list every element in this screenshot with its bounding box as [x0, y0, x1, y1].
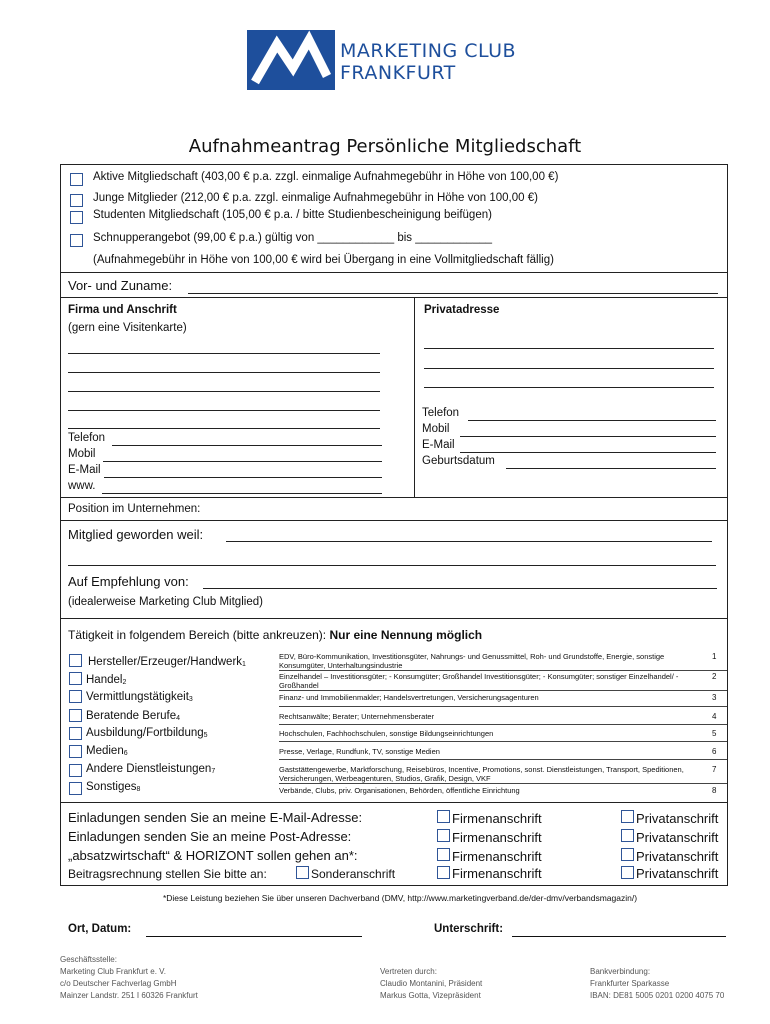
- activity-category-6: Presse, Verlage, Rundfunk, TV, sonstige Medien: [279, 747, 440, 756]
- activity-option-1: [88, 656, 246, 668]
- delivery-post-private-label: Privatanschrift: [636, 830, 719, 845]
- delivery-magazine-company-checkbox[interactable]: [437, 848, 450, 861]
- activity-checkbox-2[interactable]: [69, 672, 82, 685]
- activity-heading: [68, 628, 482, 642]
- company-address-line-5[interactable]: [68, 428, 380, 429]
- activity-heading-bold: Nur eine Nennung möglich: [329, 628, 483, 642]
- delivery-post-company-label: Firmenanschrift: [452, 830, 542, 845]
- private-geburtsdatum-label: Geburtsdatum: [422, 455, 495, 467]
- company-email-label: E-Mail: [68, 464, 101, 476]
- delivery-email-private-label: Privatanschrift: [636, 811, 719, 826]
- activity-category-1: EDV, Büro-Kommunikation, Investitionsgüter, Nahrungs- und Genussmittel, Roh- und Grundstoffe, Energie, sonstige Konsumgüter, Unterhaltungsindustrie: [279, 652, 665, 670]
- footer-office-line: Geschäftsstelle:: [60, 955, 117, 964]
- column-divider: [414, 297, 415, 497]
- footer-represented: [380, 966, 482, 1002]
- divider: [60, 618, 728, 619]
- activity-option-sub: 3: [188, 696, 193, 703]
- membership-option-junior: Junge Mitglieder (212,00 € p.a. zzgl. einmalige Aufnahmegebühr in Höhe von 100,00 €): [93, 192, 538, 204]
- joined-input-line-1[interactable]: [226, 541, 712, 542]
- company-address-line-2[interactable]: [68, 372, 380, 373]
- activity-category-num-1: 1: [712, 652, 717, 661]
- position-label: Position im Unternehmen:: [68, 503, 201, 515]
- referral-hint: (idealerweise Marketing Club Mitglied): [68, 596, 263, 608]
- delivery-magazine-label: „absatzwirtschaft“ & HORIZONT sollen gehen an*:: [68, 848, 358, 863]
- signature-text: Unterschrift: [434, 923, 500, 935]
- activity-category-5: Hochschulen, Fachhochschulen, sonstige Bildungseinrichtungen: [279, 729, 494, 738]
- activity-category-7: Gaststättengewerbe, Marktforschung, Reisebüros, Incentive, Promotions, sonst. Dienstleistungen, Transport, Speditionen, Versicherungen, Werbeagenturen, Studios, Grafik, Design, VKF: [279, 765, 684, 783]
- logo-line-2: FRANKFURT: [340, 62, 456, 84]
- private-address-line-3[interactable]: [424, 387, 714, 388]
- membership-option-student: Studenten Mitgliedschaft (105,00 € p.a. / bitte Studienbescheinigung beifügen): [93, 209, 492, 221]
- membership-option-trial: Schnupperangebot (99,00 € p.a.) gültig von ____________ bis ____________: [93, 232, 493, 244]
- activity-option-sub: 7: [211, 768, 216, 775]
- activity-option-3: [86, 691, 193, 703]
- footnote: *Diese Leistung beziehen Sie über unseren Dachverband (DMV, http://www.marketingverband.de/der-dmv/verbandsmagazin/): [162, 893, 638, 903]
- activity-option-sub: 5: [203, 732, 208, 739]
- membership-checkbox-student[interactable]: [70, 211, 83, 224]
- activity-option-7: [86, 763, 215, 775]
- membership-option-active: Aktive Mitgliedschaft (403,00 € p.a. zzgl. einmalige Aufnahmegebühr in Höhe von 100,00 €): [93, 171, 559, 183]
- signature-input[interactable]: [512, 936, 726, 937]
- footer-office-line: Marketing Club Frankfurt e. V.: [60, 967, 166, 976]
- private-heading: Privatadresse: [424, 304, 500, 316]
- activity-category-num-8: 8: [712, 786, 717, 795]
- private-email-label: E-Mail: [422, 439, 455, 451]
- activity-category-num-6: 6: [712, 747, 717, 756]
- footer-office: [60, 954, 198, 1002]
- delivery-post-private-checkbox[interactable]: [621, 829, 634, 842]
- activity-option-label: Vermittlungstätigkeit: [86, 691, 189, 703]
- company-telefon-input[interactable]: [112, 445, 382, 446]
- category-divider: [279, 706, 727, 707]
- delivery-invoice-special-label: Sonderanschrift: [311, 867, 396, 881]
- activity-category-4: Rechtsanwälte; Berater; Unternehmensberater: [279, 712, 435, 721]
- activity-option-label: Beratende Berufe: [86, 710, 177, 722]
- footer-bank-line: IBAN: DE81 5005 0201 0200 4075 70: [590, 991, 725, 1000]
- delivery-magazine-private-label: Privatanschrift: [636, 849, 719, 864]
- company-address-line-3[interactable]: [68, 391, 380, 392]
- footer-bank-line: Frankfurter Sparkasse: [590, 979, 670, 988]
- category-divider: [279, 783, 727, 784]
- company-heading: Firma und Anschrift: [68, 304, 177, 316]
- footer-represented-line: Markus Gotta, Vizepräsident: [380, 991, 481, 1000]
- company-www-label: www.: [68, 480, 96, 492]
- activity-category-num-2: 2: [712, 672, 717, 681]
- activity-category-num-5: 5: [712, 729, 717, 738]
- footer-bank-line: Bankverbindung:: [590, 967, 651, 976]
- activity-option-sub: 8: [136, 786, 141, 793]
- logo-line-1: MARKETING CLUB: [340, 40, 517, 62]
- activity-option-label: Andere Dienstleistungen: [86, 763, 212, 775]
- delivery-invoice-private-checkbox[interactable]: [621, 866, 634, 879]
- signature-label: Unterschrift:: [434, 923, 504, 935]
- activity-option-8: [86, 781, 140, 793]
- delivery-email-label: Einladungen senden Sie an meine E-Mail-Adresse:: [68, 810, 363, 825]
- activity-option-2: [86, 674, 126, 686]
- footer-bank: [590, 966, 724, 1002]
- name-label: Vor- und Zuname:: [68, 278, 173, 293]
- joined-label: Mitglied geworden weil:: [68, 527, 204, 542]
- logo-text: [340, 40, 516, 84]
- place-date-input[interactable]: [146, 936, 362, 937]
- divider: [60, 272, 728, 273]
- private-mobil-input[interactable]: [460, 436, 716, 437]
- company-email-input[interactable]: [104, 477, 382, 478]
- footer-office-line: Mainzer Landstr. 251 I 60326 Frankfurt: [60, 991, 198, 1000]
- activity-option-label: Handel: [86, 674, 123, 686]
- private-telefon-input[interactable]: [468, 420, 716, 421]
- activity-option-4: [86, 710, 180, 722]
- delivery-post-company-checkbox[interactable]: [437, 829, 450, 842]
- footer-represented-line: Claudio Montanini, Präsident: [380, 979, 483, 988]
- delivery-magazine-company-label: Firmenanschrift: [452, 849, 542, 864]
- membership-note: (Aufnahmegebühr in Höhe von 100,00 € wird bei Übergang in eine Vollmitgliedschaft fällig): [93, 254, 554, 266]
- membership-checkbox-trial[interactable]: [70, 234, 83, 247]
- delivery-magazine-private-checkbox[interactable]: [621, 848, 634, 861]
- activity-option-5: [86, 727, 208, 739]
- activity-option-label: Hersteller/Erzeuger/Handwerk: [88, 656, 243, 668]
- company-telefon-label: Telefon: [68, 432, 106, 444]
- page-title: Aufnahmeantrag Persönliche Mitgliedschaft: [188, 136, 582, 157]
- delivery-post-label: Einladungen senden Sie an meine Post-Adresse:: [68, 829, 352, 844]
- delivery-email-company-label: Firmenanschrift: [452, 811, 542, 826]
- activity-category-num-3: 3: [712, 693, 717, 702]
- divider: [60, 497, 728, 498]
- private-geburtsdatum-input[interactable]: [506, 468, 716, 469]
- activity-option-label: Medien: [86, 745, 124, 757]
- private-address-line-1[interactable]: [424, 348, 714, 349]
- activity-heading-text: Tätigkeit in folgendem Bereich (bitte ankreuzen):: [68, 628, 330, 642]
- activity-checkbox-5[interactable]: [69, 727, 82, 740]
- membership-checkbox-junior[interactable]: [70, 194, 83, 207]
- activity-option-6: [86, 745, 128, 757]
- company-hint: (gern eine Visitenkarte): [68, 322, 187, 334]
- footer-represented-line: Vertreten durch:: [380, 967, 437, 976]
- activity-checkbox-4[interactable]: [69, 709, 82, 722]
- company-address-line-1[interactable]: [68, 353, 380, 354]
- delivery-invoice-company-checkbox[interactable]: [437, 866, 450, 879]
- place-date-text: Ort, Datum: [68, 923, 128, 935]
- category-divider: [279, 724, 727, 725]
- activity-category-3: Finanz- und Immobilienmakler; Handelsvertretungen, Versicherungsagenturen: [279, 693, 539, 702]
- company-mobil-input[interactable]: [103, 461, 382, 462]
- divider: [60, 297, 728, 298]
- delivery-email-private-checkbox[interactable]: [621, 810, 634, 823]
- activity-checkbox-6[interactable]: [69, 745, 82, 758]
- company-mobil-label: Mobil: [68, 448, 96, 460]
- referral-label: Auf Empfehlung von:: [68, 574, 189, 589]
- private-mobil-label: Mobil: [422, 423, 450, 435]
- activity-checkbox-1[interactable]: [69, 654, 82, 667]
- footer-office-line: c/o Deutscher Fachverlag GmbH: [60, 979, 177, 988]
- delivery-invoice-company-label: Firmenanschrift: [452, 866, 542, 881]
- activity-category-num-4: 4: [712, 712, 717, 721]
- divider: [60, 520, 728, 521]
- referral-input[interactable]: [203, 588, 717, 589]
- delivery-invoice-label: Beitragsrechnung stellen Sie bitte an:: [68, 867, 267, 881]
- activity-checkbox-8[interactable]: [69, 782, 82, 795]
- activity-option-label: Ausbildung/Fortbildung: [86, 727, 204, 739]
- activity-category-num-7: 7: [712, 765, 717, 774]
- activity-category-8: Verbände, Clubs, priv. Organisationen, Behörden, öffentliche Einrichtung: [279, 786, 520, 795]
- activity-option-sub: 6: [123, 750, 128, 757]
- activity-option-sub: 4: [176, 715, 181, 722]
- company-www-input[interactable]: [102, 493, 382, 494]
- joined-input-line-2[interactable]: [68, 565, 716, 566]
- logo-icon: [247, 30, 335, 90]
- private-email-input[interactable]: [460, 452, 716, 453]
- private-telefon-label: Telefon: [422, 407, 460, 419]
- name-input[interactable]: [188, 293, 718, 294]
- category-divider: [279, 670, 727, 671]
- category-divider: [279, 759, 727, 760]
- category-divider: [279, 690, 727, 691]
- private-address-line-2[interactable]: [424, 368, 714, 369]
- delivery-invoice-special-checkbox[interactable]: [296, 866, 309, 879]
- activity-option-sub: 2: [122, 679, 127, 686]
- company-address-line-4[interactable]: [68, 410, 380, 411]
- activity-option-label: Sonstiges: [86, 781, 137, 793]
- activity-checkbox-7[interactable]: [69, 764, 82, 777]
- activity-category-2: Einzelhandel – Investitionsgüter; - Konsumgüter; Großhandel Investitionsgüter; - Konsumgüter; sonstiger Einzelhandel/ - Großhandel: [279, 672, 679, 690]
- divider: [60, 802, 728, 803]
- place-date-label: Ort, Datum:: [68, 923, 132, 935]
- activity-checkbox-3[interactable]: [69, 690, 82, 703]
- category-divider: [279, 741, 727, 742]
- activity-option-sub: 1: [242, 661, 246, 668]
- membership-checkbox-active[interactable]: [70, 173, 83, 186]
- delivery-invoice-private-label: Privatanschrift: [636, 866, 719, 881]
- delivery-email-company-checkbox[interactable]: [437, 810, 450, 823]
